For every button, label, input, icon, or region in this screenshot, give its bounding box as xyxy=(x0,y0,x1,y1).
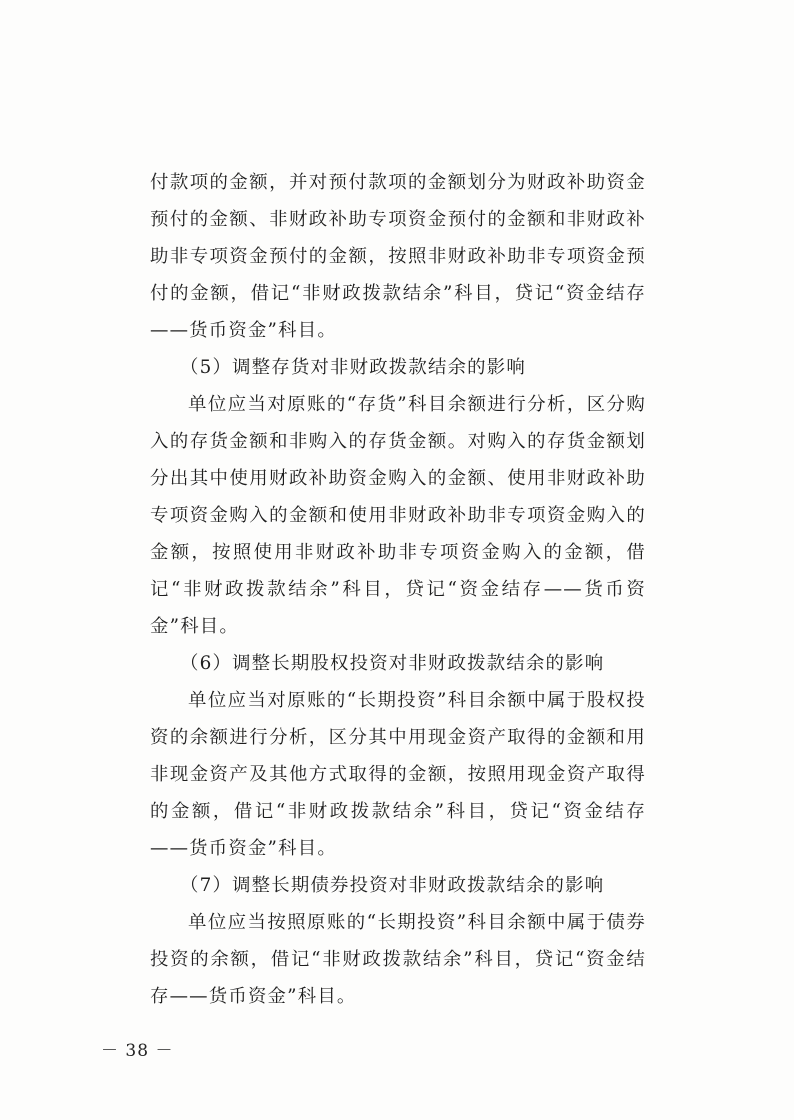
body-paragraph-6: 单位应当对原账的“长期投资”科目余额中属于股权投资的余额进行分析，区分其中用现金资产取得的金额和用非现金资产及其他方式取得的金额，按照用现金资产取得的金额，借记“非财政拨款结余”科目，贷记“资金结存——货币资金”科目。 xyxy=(150,690,646,859)
continuation-paragraph: 付款项的金额，并对预付款项的金额划分为财政补助资金预付的金额、非财政补助专项资金预付的金额和非财政补助非专项资金预付的金额，按照非财政补助非专项资金预付的金额，借记“非财政拨款结余”科目，贷记“资金结存——货币资金”科目。 xyxy=(150,172,646,341)
body-paragraph-7: 单位应当按照原账的“长期投资”科目余额中属于债券投资的余额，借记“非财政拨款结余”科目，贷记“资金结存——货币资金”科目。 xyxy=(150,912,646,1007)
body-paragraph-5: 单位应当对原账的“存货”科目余额进行分析，区分购入的存货金额和非购入的存货金额。对购入的存货金额划分出其中使用财政补助资金购入的金额、使用非财政补助专项资金购入的金额和使用非财政补助非专项资金购入的金额，按照使用非财政补助非专项资金购入的金额，借记“非财政拨款结余”科目，贷记“资金结存——货币资金”科目。 xyxy=(150,394,646,637)
page-number: － 38 － xyxy=(101,1041,174,1061)
section-heading-6: （6）调整长期股权投资对非财政拨款结余的影响 xyxy=(180,653,605,674)
document-body xyxy=(150,164,646,1015)
section-heading-5: （5）调整存货对非财政拨款结余的影响 xyxy=(180,357,526,378)
section-heading-7: （7）调整长期债券投资对非财政拨款结余的影响 xyxy=(180,875,605,896)
